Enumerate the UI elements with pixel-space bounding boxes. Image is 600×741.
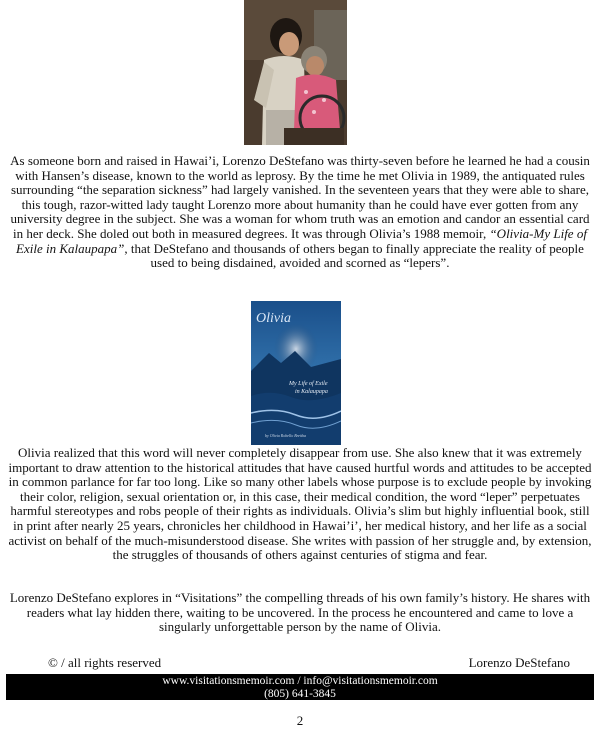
visitations-paragraph: Lorenzo DeStefano explores in “Visitations” the compelling threads of his own family’s history. He shares with readers what lay hidden there, waiting to be uncovered. In the process he encountered and came to love a singularly unforgettable person by the name of Olivia.	[9, 590, 591, 635]
book-cover	[251, 301, 341, 445]
intro-paragraph-end: , that DeStefano and thousands of others began to finally appreciate the reality of people used to being disdained, avoided and scorned as “lepers”.	[124, 240, 584, 271]
book-author: by Olivia Robello Breitha	[265, 433, 307, 438]
photo-image	[244, 0, 347, 145]
stigma-paragraph: Olivia realized that this word will never completely disappear from use. She also knew that it was extremely important to draw attention to the historical attitudes that have caused hurtful words and attitudes to be accepted in common parlance for far too long. Like so many other labels whose purpose is to exclude people by invoking their color, religion, sexual orientation or, in this case, their medical condition, the word “leper” perpetuates harmful stereotypes and robs people of their rights as individuals. Olivia’s slim but highly influential book, still in print after nearly 25 years, chronicles her childhood in Hawai’i’, her medical history, and her life as a social activist on behalf of the much-misunderstood disease. She writes with passion of her struggle and, by extension, the struggles of thousands of others against centuries of stigma and fear.	[8, 445, 592, 563]
memoir-title: “Olivia-My Life of Exile in Kalaupapa”	[16, 225, 587, 256]
book-subtitle-line2: in Kalaupapa	[295, 389, 328, 395]
contact-footer	[6, 674, 594, 700]
author-signature: Lorenzo DeStefano	[468, 655, 570, 670]
book-subtitle-line1: My Life of Exile	[289, 381, 328, 387]
copyright-notice: © / all rights reserved	[48, 655, 162, 670]
page-number: 2	[296, 713, 304, 728]
intro-paragraph	[6, 154, 594, 271]
contact-links[interactable]: www.visitationsmemoir.com / info@visitationsmemoir.com	[162, 675, 438, 687]
book-title: Olivia	[256, 311, 291, 326]
author-with-olivia-photo	[244, 0, 347, 145]
contact-phone: (805) 641-3845	[264, 687, 336, 700]
intro-paragraph-text: As someone born and raised in Hawai’i, Lorenzo DeStefano was thirty-seven before he learned he had a cousin with Hansen’s disease, known to the world as leprosy. By the time he met Olivia in 1989, the antiquated rules surrounding “the separation sickness” had largely vanished. In the seventeen years that they were able to share, this tough, razor-witted lady taught Lorenzo more about humanity than he could have ever gotten from any university degree in the subject. She was a woman for whom truth was an emotion and candor an essential card in her deck. She doled out both in measured degrees. It was through Olivia’s 1988 memoir,	[10, 153, 590, 241]
